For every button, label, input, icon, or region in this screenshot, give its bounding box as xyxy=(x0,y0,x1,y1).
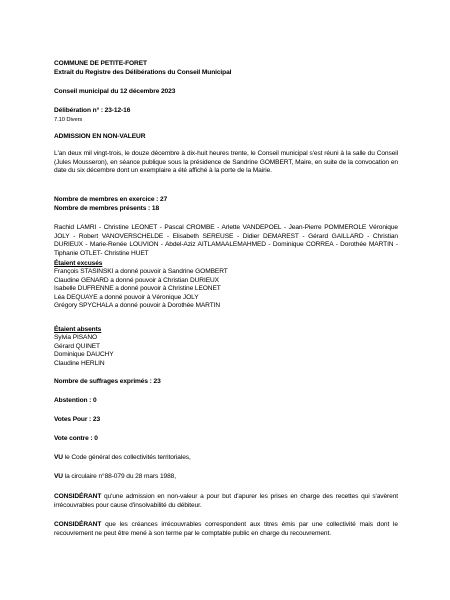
list-item: Grégory SPYCHALA a donné pouvoir à Dorothée MARTIN xyxy=(54,302,221,310)
intro-paragraph: L'an deux mil vingt-trois, le douze décembre à dix-huit heures trente, le Conseil municipal s'est réuni à la salle du Conseil (Jules Mousseron), en séance publique sous la présidence de Sandrine GOMBERT, Maire, en suite de la convocation en date du six décembre dont un exemplaire a été affiché à la porte de la Mairie. xyxy=(54,150,398,175)
deliberation-number: Délibération n° : 23-12-16 xyxy=(54,107,131,114)
meeting-date: Conseil municipal du 12 décembre 2023 xyxy=(54,88,176,95)
commune-name: COMMUNE DE PETITE-FORET xyxy=(54,60,147,67)
list-item: Isabelle DUFRENNE a donné pouvoir à Christine LEONET xyxy=(54,285,221,293)
subject-title: ADMISSION EN NON-VALEUR xyxy=(54,133,146,140)
consideration-text: que les créances irrécouvrables correspondent aux titres émis par une collectivité mais dont le recouvrement ne peut être mené à son terme par le comptable public en charge du recouvrement. xyxy=(54,521,398,537)
excused-heading: Étaient excusés xyxy=(54,260,103,267)
consideration-keyword: CONSIDÉRANT xyxy=(54,493,102,500)
present-members-list: Rachid LAMRI - Christine LEONET - Pascal CROMBE - Arlette VANDEPOEL - Jean-Pierre POMMEROLE Véronique JOLY - Robert VANOVERSCHELDE - Elisabeth SEREUSE - Didier DEMAREST - Gérard GAILLARD - Christian DURIEUX - Marie-Renée LOUVION - Abdel-Aziz AITLAMAALEMAHMED - Dominique CORREA - Dorothée MARTIN - Tiphanie OTLET- Christine HUET xyxy=(54,224,398,257)
list-item: Dominique DAUCHY xyxy=(54,351,114,359)
consideration-non-value xyxy=(54,493,398,510)
consideration-circular xyxy=(54,473,398,482)
deliberation-category: 7.10 Divers xyxy=(54,117,83,123)
absent-list xyxy=(54,334,398,368)
members-in-office: Nombre de membres en exercice : 27 xyxy=(54,196,168,203)
list-item: Sylvia PISANO xyxy=(54,334,98,341)
consideration-cgct xyxy=(54,454,398,463)
consideration-keyword: CONSIDÉRANT xyxy=(54,521,102,528)
consideration-irrecoverable xyxy=(54,521,398,538)
consideration-text: le Code général des collectivités territoriales, xyxy=(62,454,191,461)
list-item: Claudine HERLIN xyxy=(54,359,105,367)
excused-list xyxy=(54,268,398,311)
list-item: Léa DEQUAYE a donné pouvoir à Véronique JOLY xyxy=(54,293,199,301)
votes-for: Votes Pour : 23 xyxy=(54,416,101,423)
consideration-text: qu'une admission en non-valeur a pour but d'apurer les prises en charge des recettes qui s'avèrent irrécouvrables pour cause d'insolvabilité du débiteur. xyxy=(54,493,398,509)
list-item: François STASINSKI a donné pouvoir à Sandrine GOMBERT xyxy=(54,268,228,275)
consideration-keyword: VU xyxy=(54,473,63,480)
list-item: Claudine GENARD a donné pouvoir à Christian DURIEUX xyxy=(54,276,219,284)
consideration-keyword: VU xyxy=(54,454,63,461)
votes-abstention: Abstention : 0 xyxy=(54,397,97,404)
members-present: Nombre de membres présents : 18 xyxy=(54,205,160,212)
votes-against: Vote contre : 0 xyxy=(54,435,98,442)
register-extract-title: Extrait du Registre des Délibérations du Conseil Municipal xyxy=(54,69,232,76)
votes-expressed: Nombre de suffrages exprimés : 23 xyxy=(54,378,161,385)
absent-heading: Étaient absents xyxy=(54,326,102,333)
list-item: Gérard QUINET xyxy=(54,342,100,350)
consideration-text: la circulaire n°88-079 du 28 mars 1988, xyxy=(62,473,176,480)
